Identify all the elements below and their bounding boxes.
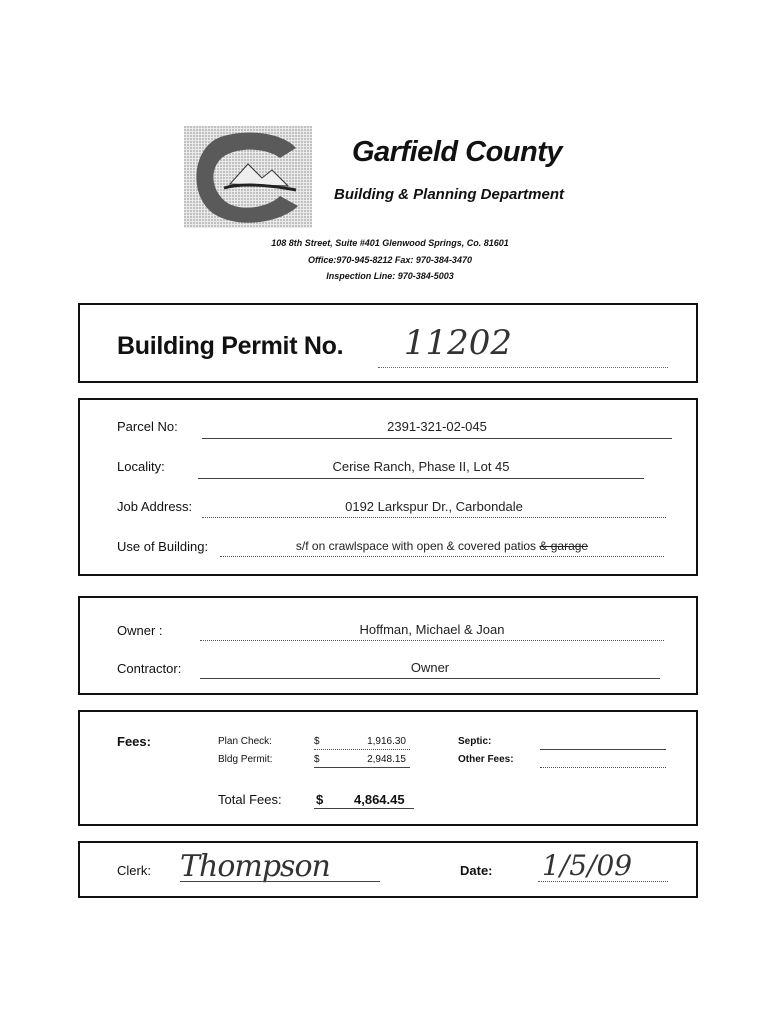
office-address: 108 8th Street, Suite #401 Glenwood Springs, Co. 81601 [271,238,509,248]
date-value[interactable]: 1/5/09 [542,849,633,882]
fees-label: Fees: [117,734,151,749]
septic-line[interactable] [540,749,666,750]
clerk-signature[interactable]: Thompson [180,849,330,884]
parcel-label: Parcel No: [117,419,178,434]
property-box [78,398,698,576]
use-of-building-field[interactable] [220,539,664,553]
county-logo [184,126,312,228]
department-name: Building & Planning Department [334,186,565,203]
bldg-permit-value[interactable]: 2,948.15 [367,754,406,765]
permit-number: 11202 [403,323,513,363]
permit-label: Building Permit No. [117,332,344,360]
owner-value[interactable]: Hoffman, Michael & Joan [359,622,505,637]
parcel-line [202,438,672,439]
use-of-building-line [220,556,664,557]
permit-number-line [378,367,668,368]
clerk-line [180,881,380,882]
parties-box [78,596,698,695]
use-of-building-struck: & garage [539,539,589,553]
locality-value[interactable]: Cerise Ranch, Phase II, Lot 45 [332,459,510,474]
permit-number-box [78,303,698,383]
owner-label: Owner : [117,623,163,638]
plan-check-label: Plan Check: [218,736,272,747]
use-of-building-value: s/f on crawlspace with open & covered patios [295,539,537,553]
septic-label: Septic: [458,736,492,747]
plan-check-line [314,749,410,750]
use-of-building-label: Use of Building: [117,539,209,554]
total-fees-line [314,808,414,809]
locality-label: Locality: [117,459,165,474]
contractor-value[interactable]: Owner [410,660,450,675]
county-title: Garfield County [352,136,563,168]
clerk-label: Clerk: [117,863,151,878]
job-address-line [202,517,666,518]
inspection-line: Inspection Line: 970-384-5003 [326,271,454,281]
total-fees-label: Total Fees: [218,792,282,807]
bldg-permit-currency: $ [314,754,320,765]
other-fees-line[interactable] [540,767,666,768]
contractor-label: Contractor: [117,661,182,676]
total-fees-value[interactable]: 4,864.45 [354,792,405,807]
date-label: Date: [460,863,493,878]
parcel-value[interactable]: 2391-321-02-045 [387,419,487,434]
date-line [538,881,668,882]
plan-check-value[interactable]: 1,916.30 [367,736,406,747]
job-address-value[interactable]: 0192 Larkspur Dr., Carbondale [345,499,523,514]
bldg-permit-line [314,767,410,768]
bldg-permit-label: Bldg Permit: [218,754,273,765]
owner-line [200,640,664,641]
job-address-label: Job Address: [117,499,193,514]
fees-box [78,710,698,826]
other-fees-label: Other Fees: [458,754,514,765]
office-phone: Office:970-945-8212 Fax: 970-384-3470 [308,255,472,265]
total-fees-currency: $ [316,792,324,807]
plan-check-currency: $ [314,736,320,747]
contractor-line [200,678,660,679]
signoff-box [78,841,698,898]
locality-line [198,478,644,479]
